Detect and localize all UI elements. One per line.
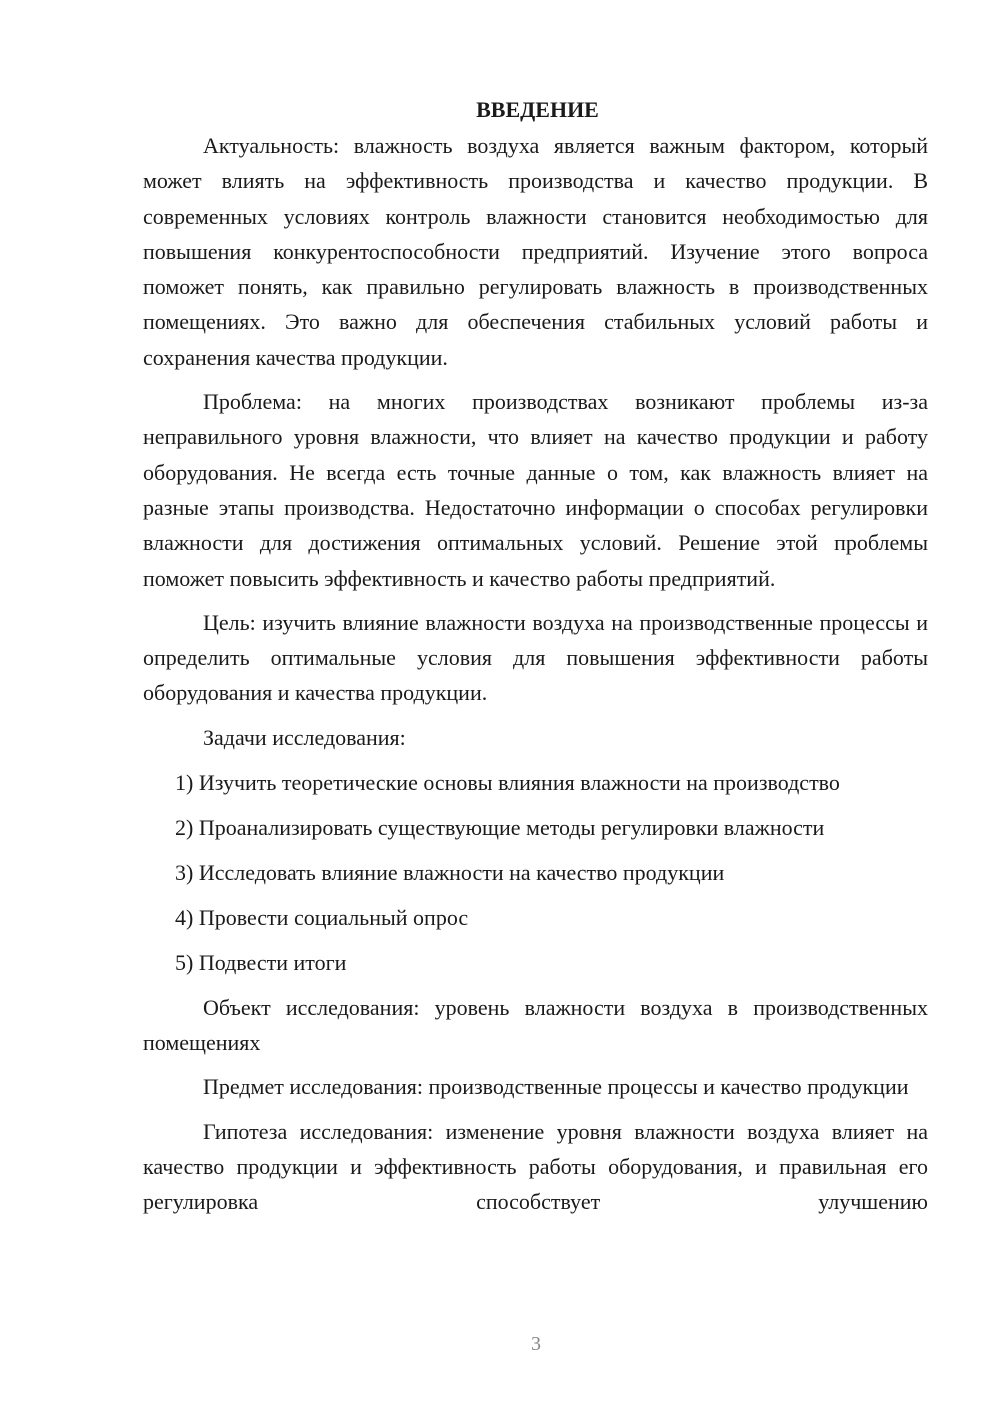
subject-paragraph: Предмет исследования: производственные процессы и качество продукции — [203, 1074, 909, 1100]
page-number: 3 — [531, 1333, 541, 1355]
goal-paragraph: Цель: изучить влияние влажности воздуха на производственные процессы и определить оптимальные условия для повышения эффективности работы оборудования и качества продукции. — [143, 609, 928, 706]
list-item: 3) Исследовать влияние влажности на качество продукции — [175, 859, 725, 885]
tasks-list — [143, 765, 928, 980]
list-item: 4) Провести социальный опрос — [175, 904, 469, 930]
hypothesis-paragraph: Гипотеза исследования: изменение уровня влажности воздуха влияет на качество продукции и эффективность работы оборудования, и правильная его регулировка способствует улучшению — [143, 1118, 928, 1215]
tasks-heading: Задачи исследования: — [203, 724, 406, 750]
list-item: 5) Подвести итоги — [175, 949, 347, 975]
list-item: 2) Проанализировать существующие методы регулировки влажности — [175, 814, 825, 840]
page-title: ВВЕДЕНИЕ — [476, 97, 599, 122]
relevance-paragraph: Актуальность: влажность воздуха является важным фактором, который может влиять на эффективность производства и качество продукции. В современных условиях контроль влажности становится необходимостью для повышения конкурентоспособности предприятий. Изучение этого вопроса поможет понять, как правильно регулировать влажность в производственных помещениях. Это важно для обеспечения стабильных условий работы и сохранения качества продукции. — [143, 133, 928, 370]
list-item: 1) Изучить теоретические основы влияния влажности на производство — [175, 769, 840, 795]
problem-paragraph: Проблема: на многих производствах возникают проблемы из-за неправильного уровня влажности, что влияет на качество продукции и работу оборудования. Не всегда есть точные данные о том, как влажность влияет на разные этапы производства. Недостаточно информации о способах регулировки влажности для достижения оптимальных условий. Решение этой проблемы поможет повысить эффективность и качество работы предприятий. — [143, 389, 928, 591]
document-page — [143, 92, 928, 1229]
object-paragraph: Объект исследования: уровень влажности воздуха в производственных помещениях — [143, 994, 928, 1056]
